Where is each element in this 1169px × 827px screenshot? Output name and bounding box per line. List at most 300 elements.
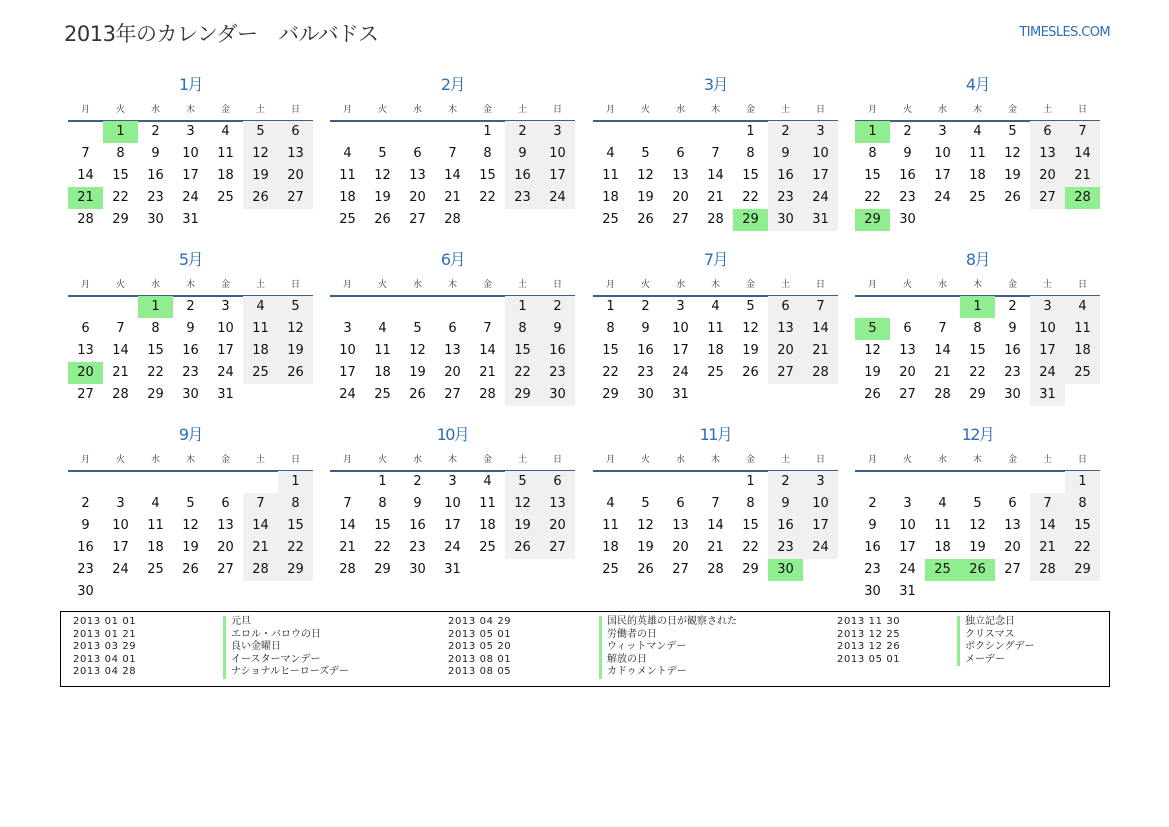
day-cell: 9 <box>641 321 650 336</box>
weekday-header <box>68 278 313 292</box>
weekday-label: 火 <box>902 455 912 465</box>
day-cell: 2 <box>1008 299 1017 314</box>
day-cell: 15 <box>147 343 164 358</box>
day-cell: 18 <box>339 190 356 205</box>
day-cell: 28 <box>707 212 724 227</box>
weekday-label: 木 <box>447 105 457 115</box>
day-cell: 6 <box>1030 121 1065 143</box>
holiday-date: 2013 05 01 <box>837 653 901 665</box>
day-cell: 28 <box>1030 559 1065 581</box>
weekday-label: 火 <box>115 105 125 115</box>
day-cell: 24 <box>672 365 689 380</box>
day-cell: 2 <box>641 299 650 314</box>
day-cell: 4 <box>606 146 615 161</box>
weekday-label: 金 <box>482 455 492 465</box>
day-cell: 30 <box>182 387 199 402</box>
day-cell: 28 <box>339 562 356 577</box>
day-cell: 31 <box>182 212 199 227</box>
day-cell: 2 <box>151 124 160 139</box>
day-cell: 23 <box>899 190 916 205</box>
day-cell: 31 <box>899 584 916 599</box>
day-cell: 13 <box>1030 143 1065 165</box>
day-cell: 10 <box>803 143 838 165</box>
day-cell: 12 <box>1004 146 1021 161</box>
day-cell: 5 <box>641 146 650 161</box>
weekday-label: 火 <box>902 105 912 115</box>
weekday-label: 水 <box>150 280 160 290</box>
day-cell: 16 <box>864 540 881 555</box>
day-cell: 26 <box>409 387 426 402</box>
day-cell-holiday: 20 <box>68 362 103 384</box>
day-cell: 23 <box>1004 365 1021 380</box>
weekday-label: 日 <box>290 280 300 290</box>
day-cell: 4 <box>378 321 387 336</box>
weekday-label: 金 <box>1007 105 1017 115</box>
day-cell: 18 <box>707 343 724 358</box>
weekday-label: 日 <box>815 280 825 290</box>
day-cell: 23 <box>540 362 575 384</box>
day-cell: 10 <box>934 146 951 161</box>
day-cell: 9 <box>768 493 803 515</box>
day-cell: 22 <box>864 190 881 205</box>
day-cell: 31 <box>217 387 234 402</box>
day-cell-holiday: 29 <box>855 209 890 231</box>
day-cell: 10 <box>339 343 356 358</box>
day-cell: 14 <box>803 318 838 340</box>
day-cell: 9 <box>505 143 540 165</box>
day-cell: 13 <box>672 168 689 183</box>
weekday-label: 火 <box>377 455 387 465</box>
weekday-label: 木 <box>972 105 982 115</box>
day-cell: 3 <box>676 299 685 314</box>
day-cell: 8 <box>746 496 755 511</box>
day-cell: 21 <box>707 190 724 205</box>
day-cell: 26 <box>243 187 278 209</box>
holiday-date: 2013 04 29 <box>448 616 512 627</box>
day-cell: 4 <box>938 496 947 511</box>
day-cell: 31 <box>444 562 461 577</box>
day-cell: 9 <box>768 143 803 165</box>
day-cell: 29 <box>969 387 986 402</box>
day-cell: 25 <box>147 562 164 577</box>
day-cell: 4 <box>221 124 230 139</box>
day-cell: 21 <box>112 365 129 380</box>
weekday-label: 土 <box>780 105 790 115</box>
day-cell: 12 <box>243 143 278 165</box>
day-cell: 6 <box>676 496 685 511</box>
day-cell: 26 <box>637 212 654 227</box>
day-cell: 7 <box>116 321 125 336</box>
day-cell-holiday: 1 <box>855 121 890 143</box>
weekday-label: 木 <box>447 455 457 465</box>
day-cell: 12 <box>278 318 313 340</box>
day-cell: 20 <box>672 540 689 555</box>
weekday-label: 月 <box>342 455 352 465</box>
holiday-name: ボクシングデー <box>957 641 1035 654</box>
weekday-label: 月 <box>867 455 877 465</box>
day-cell: 3 <box>221 299 230 314</box>
weekday-label: 火 <box>115 280 125 290</box>
day-cell: 26 <box>182 562 199 577</box>
day-cell: 6 <box>448 321 457 336</box>
day-cell: 31 <box>803 209 838 231</box>
weekday-label: 土 <box>1042 105 1052 115</box>
day-cell: 22 <box>742 540 759 555</box>
weekday-label: 月 <box>342 105 352 115</box>
day-cell: 13 <box>899 343 916 358</box>
day-cell: 9 <box>413 496 422 511</box>
day-cell: 17 <box>672 343 689 358</box>
weekday-label: 火 <box>902 280 912 290</box>
day-cell: 20 <box>540 515 575 537</box>
weekday-header <box>330 453 575 467</box>
day-cell: 28 <box>479 387 496 402</box>
day-cell: 27 <box>540 537 575 559</box>
day-cell: 25 <box>1065 362 1100 384</box>
day-cell: 11 <box>479 496 496 511</box>
day-cell: 17 <box>182 168 199 183</box>
day-cell: 16 <box>540 340 575 362</box>
day-cell-holiday: 29 <box>733 209 768 231</box>
weekday-label: 木 <box>185 280 195 290</box>
header-rule <box>855 470 1100 472</box>
day-cell: 10 <box>1030 318 1065 340</box>
weekday-label: 土 <box>517 455 527 465</box>
day-cell: 6 <box>540 471 575 493</box>
day-cell: 12 <box>742 321 759 336</box>
day-cell: 15 <box>742 518 759 533</box>
weekday-label: 日 <box>1077 105 1087 115</box>
day-cell: 8 <box>973 321 982 336</box>
day-cell: 15 <box>374 518 391 533</box>
holiday-date: 2013 11 30 <box>837 616 901 627</box>
day-cell: 3 <box>448 474 457 489</box>
holiday-name: 解放の日 <box>599 654 647 667</box>
day-cell: 5 <box>278 296 313 318</box>
day-cell: 12 <box>637 168 654 183</box>
day-cell: 18 <box>602 540 619 555</box>
month-title: 2月 <box>440 75 465 94</box>
day-cell: 14 <box>479 343 496 358</box>
month-title: 10月 <box>436 425 469 444</box>
day-cell: 17 <box>339 365 356 380</box>
weekday-label: 土 <box>780 280 790 290</box>
day-cell: 21 <box>1030 537 1065 559</box>
day-cell-holiday: 25 <box>925 559 960 581</box>
weekday-label: 水 <box>412 455 422 465</box>
weekday-label: 金 <box>745 105 755 115</box>
day-cell: 7 <box>1065 121 1100 143</box>
day-cell: 8 <box>278 493 313 515</box>
day-cell: 27 <box>672 562 689 577</box>
day-cell: 7 <box>1030 493 1065 515</box>
day-cell: 23 <box>637 365 654 380</box>
day-cell: 30 <box>147 212 164 227</box>
day-cell: 8 <box>378 496 387 511</box>
day-cell: 29 <box>374 562 391 577</box>
day-cell: 21 <box>339 540 356 555</box>
day-cell: 10 <box>803 493 838 515</box>
day-cell: 19 <box>1004 168 1021 183</box>
day-cell: 18 <box>479 518 496 533</box>
day-cell: 8 <box>151 321 160 336</box>
day-cell: 12 <box>637 518 654 533</box>
day-cell: 10 <box>182 146 199 161</box>
day-cell: 8 <box>606 321 615 336</box>
day-cell: 28 <box>112 387 129 402</box>
day-cell: 8 <box>1065 493 1100 515</box>
weekday-label: 火 <box>640 280 650 290</box>
day-cell: 4 <box>151 496 160 511</box>
day-cell: 20 <box>1030 165 1065 187</box>
weekday-label: 木 <box>185 455 195 465</box>
day-cell: 12 <box>969 518 986 533</box>
weekday-label: 月 <box>80 455 90 465</box>
weekday-header <box>68 453 313 467</box>
day-cell: 25 <box>339 212 356 227</box>
day-cell-holiday: 30 <box>768 559 803 581</box>
day-cell: 16 <box>182 343 199 358</box>
day-cell: 2 <box>505 121 540 143</box>
day-cell: 29 <box>112 212 129 227</box>
holiday-date: 2013 12 25 <box>837 628 901 640</box>
day-cell: 16 <box>768 165 803 187</box>
month-title: 12月 <box>961 425 994 444</box>
weekday-header <box>855 453 1100 467</box>
day-cell: 23 <box>505 187 540 209</box>
day-cell: 10 <box>217 321 234 336</box>
weekday-label: 日 <box>815 455 825 465</box>
weekday-label: 土 <box>255 455 265 465</box>
weekday-label: 木 <box>447 280 457 290</box>
day-cell: 15 <box>479 168 496 183</box>
weekday-label: 金 <box>1007 280 1017 290</box>
day-cell: 4 <box>483 474 492 489</box>
day-cell-holiday: 1 <box>103 121 138 143</box>
day-cell: 8 <box>483 146 492 161</box>
weekday-label: 火 <box>115 455 125 465</box>
month-title: 11月 <box>699 425 732 444</box>
day-cell: 2 <box>413 474 422 489</box>
day-cell: 15 <box>1065 515 1100 537</box>
day-cell: 30 <box>768 209 803 231</box>
day-cell: 11 <box>707 321 724 336</box>
day-cell: 23 <box>768 187 803 209</box>
day-cell: 6 <box>413 146 422 161</box>
day-cell: 13 <box>672 518 689 533</box>
day-cell: 8 <box>868 146 877 161</box>
day-cell: 15 <box>742 168 759 183</box>
day-cell: 28 <box>707 562 724 577</box>
day-cell: 24 <box>444 540 461 555</box>
weekday-label: 金 <box>745 280 755 290</box>
weekday-label: 日 <box>815 105 825 115</box>
weekday-header <box>855 103 1100 117</box>
day-cell: 5 <box>973 496 982 511</box>
weekday-label: 水 <box>150 105 160 115</box>
day-cell: 1 <box>505 296 540 318</box>
day-cell: 23 <box>147 190 164 205</box>
day-cell: 19 <box>278 340 313 362</box>
day-cell: 30 <box>540 384 575 406</box>
day-cell: 4 <box>243 296 278 318</box>
weekday-label: 月 <box>342 280 352 290</box>
day-cell: 22 <box>374 540 391 555</box>
day-cell: 13 <box>1004 518 1021 533</box>
day-cell: 27 <box>768 362 803 384</box>
weekday-header <box>593 453 838 467</box>
day-cell: 9 <box>1008 321 1017 336</box>
holiday-name: ナショナルヒーローズデー <box>223 666 349 679</box>
day-cell: 18 <box>243 340 278 362</box>
day-cell: 27 <box>409 212 426 227</box>
day-cell: 1 <box>746 474 755 489</box>
day-cell: 7 <box>803 296 838 318</box>
day-cell: 14 <box>707 168 724 183</box>
day-cell: 19 <box>742 343 759 358</box>
holiday-date: 2013 03 29 <box>73 641 137 652</box>
day-cell: 24 <box>217 365 234 380</box>
weekday-label: 日 <box>552 105 562 115</box>
day-cell: 7 <box>243 493 278 515</box>
month-title: 6月 <box>440 250 465 269</box>
weekday-label: 土 <box>1042 455 1052 465</box>
day-cell: 5 <box>243 121 278 143</box>
day-cell: 16 <box>899 168 916 183</box>
weekday-label: 水 <box>412 105 422 115</box>
day-cell: 7 <box>81 146 90 161</box>
day-cell: 21 <box>934 365 951 380</box>
day-cell: 3 <box>186 124 195 139</box>
day-cell: 13 <box>444 343 461 358</box>
weekday-label: 水 <box>937 455 947 465</box>
day-cell: 22 <box>969 365 986 380</box>
weekday-label: 火 <box>640 105 650 115</box>
day-cell: 24 <box>339 387 356 402</box>
page-title: 2013年のカレンダー バルバドス <box>64 22 379 46</box>
day-cell: 24 <box>803 187 838 209</box>
day-cell: 17 <box>899 540 916 555</box>
day-cell: 25 <box>602 212 619 227</box>
day-cell: 15 <box>278 515 313 537</box>
day-cell: 27 <box>278 187 313 209</box>
day-cell: 6 <box>676 146 685 161</box>
day-cell: 19 <box>505 515 540 537</box>
day-cell: 19 <box>637 540 654 555</box>
day-cell: 15 <box>969 343 986 358</box>
day-cell: 24 <box>803 537 838 559</box>
day-cell: 30 <box>899 212 916 227</box>
day-cell: 18 <box>934 540 951 555</box>
day-cell: 11 <box>243 318 278 340</box>
day-cell: 14 <box>339 518 356 533</box>
day-cell: 20 <box>1004 540 1021 555</box>
day-cell: 25 <box>707 365 724 380</box>
day-cell: 29 <box>602 387 619 402</box>
day-cell: 10 <box>112 518 129 533</box>
day-cell: 24 <box>934 190 951 205</box>
day-cell: 9 <box>903 146 912 161</box>
weekday-label: 土 <box>517 280 527 290</box>
weekday-label: 月 <box>80 280 90 290</box>
day-cell: 8 <box>505 318 540 340</box>
weekday-label: 金 <box>1007 455 1017 465</box>
day-cell: 26 <box>742 365 759 380</box>
day-cell: 3 <box>540 121 575 143</box>
weekday-label: 日 <box>290 105 300 115</box>
day-cell: 22 <box>602 365 619 380</box>
holiday-date: 2013 08 05 <box>448 666 512 677</box>
site-link[interactable]: TIMESLES.COM <box>1019 25 1110 40</box>
day-cell-holiday: 1 <box>960 296 995 318</box>
day-cell: 17 <box>217 343 234 358</box>
weekday-label: 木 <box>710 105 720 115</box>
day-cell: 5 <box>378 146 387 161</box>
day-cell: 29 <box>278 559 313 581</box>
day-cell: 2 <box>81 496 90 511</box>
weekday-header <box>330 278 575 292</box>
day-cell: 15 <box>602 343 619 358</box>
holiday-name: カドゥメントデー <box>599 666 687 679</box>
calendar-grid <box>68 74 1102 604</box>
day-cell: 7 <box>711 146 720 161</box>
day-cell: 5 <box>186 496 195 511</box>
weekday-label: 火 <box>377 280 387 290</box>
day-cell: 24 <box>899 562 916 577</box>
day-cell: 18 <box>147 540 164 555</box>
day-cell: 16 <box>637 343 654 358</box>
day-cell: 20 <box>444 365 461 380</box>
day-cell: 12 <box>182 518 199 533</box>
weekday-header <box>593 278 838 292</box>
day-cell: 31 <box>1030 384 1065 406</box>
day-cell: 28 <box>77 212 94 227</box>
day-cell: 13 <box>409 168 426 183</box>
weekday-label: 土 <box>255 105 265 115</box>
day-cell: 25 <box>602 562 619 577</box>
holiday-date: 2013 01 01 <box>73 616 137 627</box>
day-cell: 18 <box>374 365 391 380</box>
weekday-label: 木 <box>710 280 720 290</box>
weekday-label: 水 <box>412 280 422 290</box>
day-cell: 9 <box>186 321 195 336</box>
weekday-label: 水 <box>675 105 685 115</box>
day-cell: 18 <box>1065 340 1100 362</box>
day-cell: 3 <box>343 321 352 336</box>
weekday-header <box>855 278 1100 292</box>
day-cell: 21 <box>479 365 496 380</box>
day-cell: 22 <box>278 537 313 559</box>
day-cell: 3 <box>803 121 838 143</box>
holiday-name: クリスマス <box>957 629 1015 642</box>
day-cell: 20 <box>409 190 426 205</box>
holiday-name: 元旦 <box>223 616 251 629</box>
day-cell: 14 <box>1030 515 1065 537</box>
day-cell: 29 <box>1065 559 1100 581</box>
weekday-label: 月 <box>80 105 90 115</box>
day-cell: 9 <box>151 146 160 161</box>
day-cell: 16 <box>77 540 94 555</box>
day-cell: 3 <box>116 496 125 511</box>
day-cell: 13 <box>278 143 313 165</box>
holiday-date: 2013 04 01 <box>73 653 137 665</box>
month-title: 3月 <box>703 75 728 94</box>
day-cell: 30 <box>1004 387 1021 402</box>
weekday-label: 日 <box>552 280 562 290</box>
weekday-label: 水 <box>150 455 160 465</box>
weekday-header <box>68 103 313 117</box>
weekday-label: 日 <box>290 455 300 465</box>
